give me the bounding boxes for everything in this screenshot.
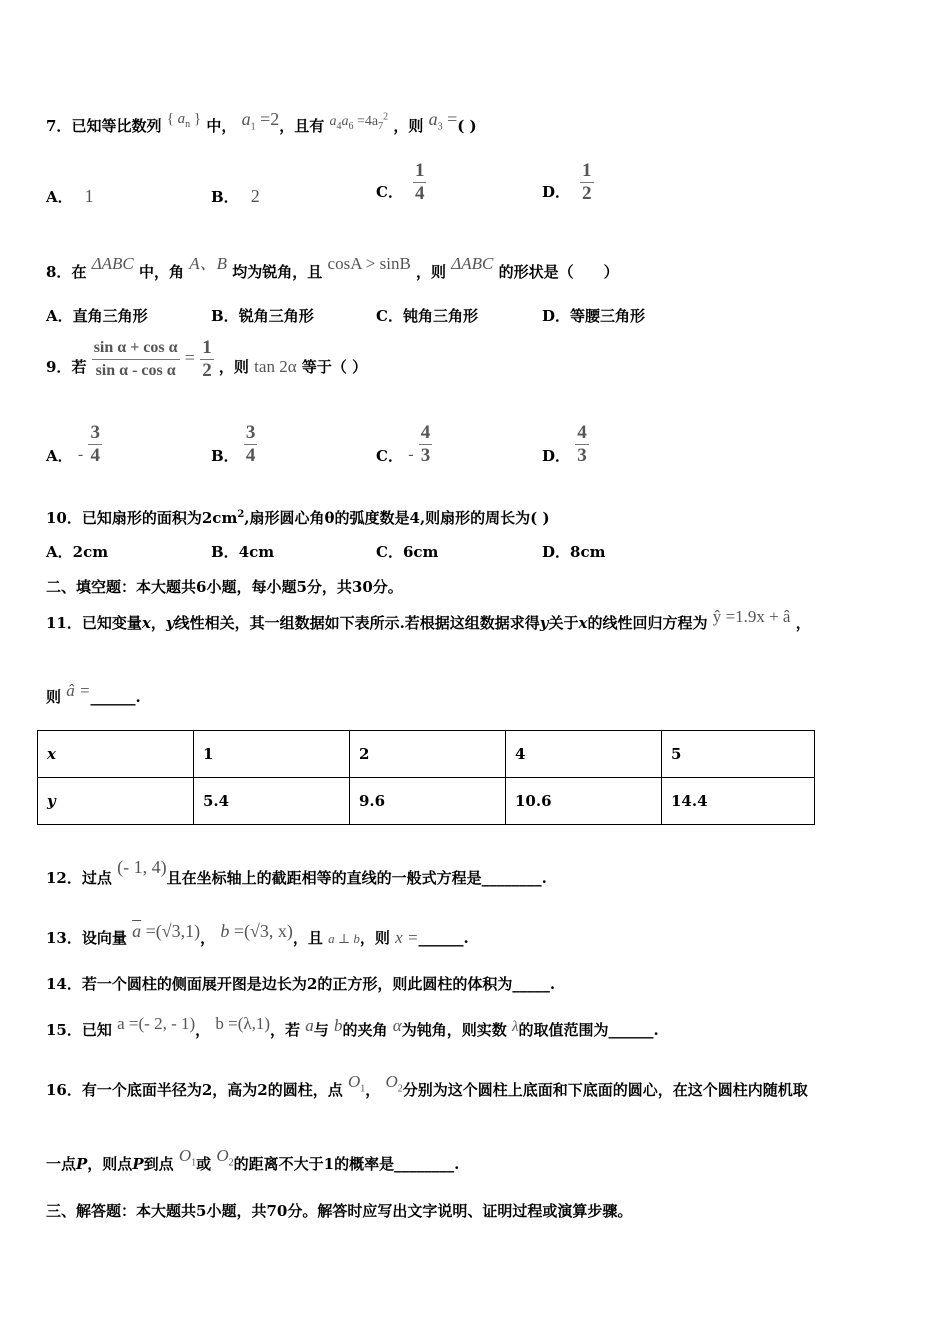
q15-vector-a: a =(- 2, - 1) — [117, 1014, 196, 1033]
q8-angles: A、B — [189, 254, 228, 273]
question-16-line-2: 一点P，则点P到点 $O_1$或 $O_2$的距离不大于1的概率是________. — [46, 1146, 460, 1173]
q11-a-hat: â = — [66, 681, 91, 700]
q8-option-c[interactable]: C．钝角三角形 — [376, 307, 478, 325]
question-8: 8．在 ΔABC 中，角 A、B 均为锐角，且 cosA > sinB ，则 ΔABC 的形状是（ ） — [46, 254, 619, 281]
q9-rhs-fraction: $\frac{1}{2}$ — [202, 337, 212, 381]
q10-option-d[interactable]: D．8cm — [542, 543, 606, 561]
table-row — [38, 731, 815, 778]
q7-c-fraction: $\frac{1}{4}$ — [414, 160, 425, 204]
question-16: 16．有一个底面半径为2，高为2的圆柱，点 $O_1$， $O_2$分别为这个圆柱上底面和下底面的圆心，在这个圆柱内随机取 — [46, 1072, 808, 1099]
q7-a3: $a_3$ = — [428, 109, 458, 133]
q9-expression: tan 2α — [254, 356, 297, 376]
q9-option-b[interactable]: B． $\frac{3}{4}$ — [211, 422, 256, 466]
question-9: 9．若 $\frac{\text{sin α + cos α}}{\text{sin α - cos α}}$ = $\frac{1}{2}$ ，则 tan 2α 等于（ ） — [46, 337, 368, 381]
q12-answer-blank[interactable]: ________ — [481, 869, 542, 887]
table-cell: 4 — [506, 731, 662, 778]
q8-option-b[interactable]: B．锐角三角形 — [211, 307, 314, 325]
q7-a1: $a_1 =2$ — [241, 109, 280, 133]
q15-vector-b: b =(λ,1) — [215, 1014, 271, 1033]
q13-answer-blank[interactable]: ______ — [418, 929, 464, 947]
q10-option-c[interactable]: C．6cm — [376, 543, 439, 561]
q12-point: (- 1, 4) — [117, 857, 167, 877]
question-14: 14．若一个圆柱的侧面展开图是边长为2的正方形，则此圆柱的体积为_____. — [46, 975, 556, 993]
question-11: 11．已知变量x，y线性相关，其一组数据如下表所示.若根据这组数据求得y关于x的线性回归方程为 ŷ =1.9x + â ， — [46, 607, 811, 632]
q7-option-d[interactable]: D． $\frac{1}{2}$ — [542, 160, 592, 204]
table-row — [38, 778, 815, 825]
table-cell: 10.6 — [506, 778, 662, 825]
table-cell: x — [38, 731, 194, 778]
table-cell: 9.6 — [350, 778, 506, 825]
q11-regression-equation: ŷ =1.9x + â — [712, 607, 791, 626]
q7-condition: $a_4a_6 =4a_7^2$ — [329, 111, 389, 132]
table-cell: y — [38, 778, 194, 825]
q8-option-d[interactable]: D．等腰三角形 — [542, 307, 646, 325]
q9-fraction: $\frac{\text{sin α + cos α}}{\text{sin α - cos α}}$ — [93, 339, 178, 379]
q8-condition: cosA > sinB — [327, 254, 411, 273]
question-15: 15．已知 a =(- 2, - 1)， b =(λ,1)，若 a与 b的夹角 α为钝角，则实数 λ的取值范围为______. — [46, 1014, 659, 1039]
table-cell: 5.4 — [194, 778, 350, 825]
table-cell: 2 — [350, 731, 506, 778]
section-2-heading: 二、填空题：本大题共6小题，每小题5分，共30分。 — [46, 578, 403, 596]
question-11-line-2: 则 â =______. — [46, 681, 141, 706]
q7-d-fraction: $\frac{1}{2}$ — [582, 160, 592, 204]
q13-vector-a: $\overline{a} =(√3,1)$ — [132, 921, 201, 941]
question-12: 12．过点 (- 1, 4)且在坐标轴上的截距相等的直线的一般式方程是________. — [46, 857, 547, 887]
q8-option-a[interactable]: A．直角三角形 — [46, 307, 148, 325]
table-cell: 5 — [662, 731, 815, 778]
section-3-heading: 三、解答题：本大题共5小题，共70分。解答时应写出文字说明、证明过程或演算步骤。 — [46, 1202, 633, 1220]
q11-answer-blank[interactable]: ______ — [90, 688, 136, 706]
q7-option-c[interactable]: C． $\frac{1}{4}$ — [376, 160, 425, 204]
question-13: 13．设向量 $\overline{a} =(√3,1)$， b =(√3, x)，且 a ⊥ b，则 x =______. — [46, 921, 469, 947]
data-table — [37, 730, 815, 825]
q13-perpendicular: a ⊥ b — [328, 931, 360, 946]
table-cell: 14.4 — [662, 778, 815, 825]
q8-triangle: ΔABC — [91, 254, 134, 273]
q9-option-a[interactable]: A． - $\frac{3}{4}$ — [46, 422, 100, 466]
q10-option-a[interactable]: A．2cm — [46, 543, 109, 561]
q16-answer-blank[interactable]: ________ — [394, 1155, 455, 1173]
q7-sequence: { $a_n$ } — [166, 111, 202, 130]
q13-x: x = — [395, 928, 419, 947]
question-7: 7．已知等比数列 { $a_n$ } 中， $a_1 =2$，且有 $a_4a_6 =4a_7^2$ ，则 $a_3$ =( ) — [46, 109, 477, 135]
q14-answer-blank[interactable]: _____ — [512, 975, 550, 993]
question-10: 10．已知扇形的面积为$2cm^2$,扇形圆心角θ的弧度数是4,则扇形的周长为( ) — [46, 509, 550, 527]
q9-option-c[interactable]: C． - $\frac{4}{3}$ — [376, 422, 431, 466]
q7-option-b[interactable]: B． 2 — [211, 186, 260, 206]
q13-vector-b: b =(√3, x) — [220, 921, 293, 941]
q7-option-a[interactable]: A． 1 — [46, 186, 94, 206]
q7-number: 7． — [46, 117, 72, 135]
q15-answer-blank[interactable]: ______ — [608, 1021, 654, 1039]
table-cell: 1 — [194, 731, 350, 778]
q10-option-b[interactable]: B．4cm — [211, 543, 275, 561]
q8-triangle-2: ΔABC — [451, 254, 494, 273]
q9-option-d[interactable]: D． $\frac{4}{3}$ — [542, 422, 587, 466]
